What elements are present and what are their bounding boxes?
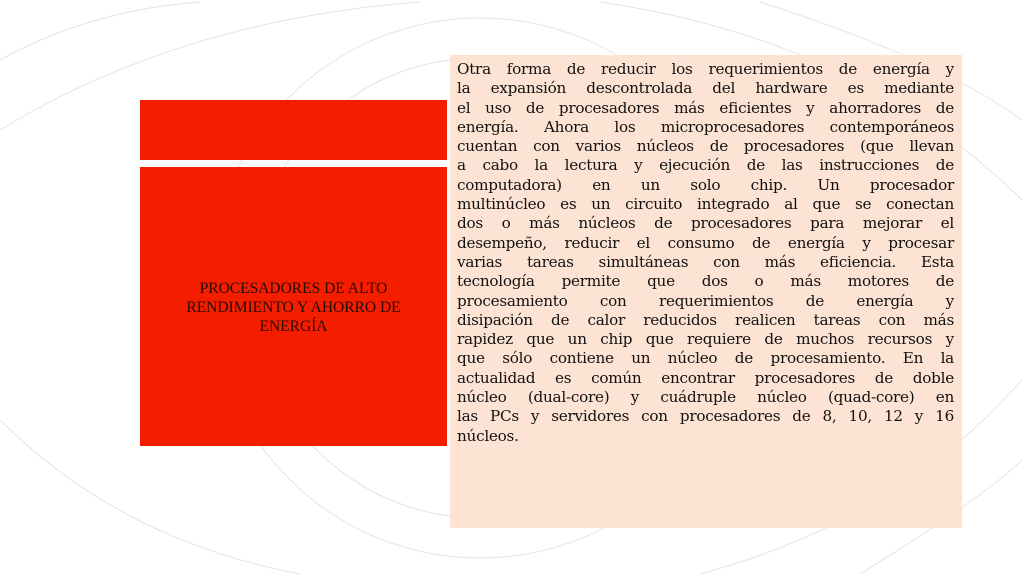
- body-text-line: disipación de calor reducidos realicen tareas con más: [457, 310, 954, 329]
- body-text-line: dos o más núcleos de procesadores para mejorar el: [457, 214, 954, 233]
- body-text-line: cuentan con varios núcleos de procesadores (que llevan: [457, 137, 954, 156]
- body-text-line: desempeño, reducir el consumo de energía y procesar: [457, 233, 954, 252]
- body-text-line: Otra forma de reducir los requerimientos de energía y: [457, 60, 954, 78]
- accent-bar: [140, 100, 447, 160]
- body-text-line: a cabo la lectura y ejecución de las instrucciones de: [457, 156, 954, 175]
- body-text-line: multinúcleo es un circuito integrado al que se conectan: [457, 195, 954, 214]
- body-text: [457, 60, 954, 446]
- body-text-line: el uso de procesadores más eficientes y ahorradores de: [457, 98, 954, 117]
- body-text-line: tecnología permite que dos o más motores de: [457, 272, 954, 291]
- body-text-line: núcleos.: [457, 426, 519, 445]
- slide-title: PROCESADORES DE ALTO RENDIMIENTO Y AHORRO DE ENERGÍA: [186, 280, 401, 335]
- body-text-line: la expansión descontrolada del hardware es mediante: [457, 79, 954, 98]
- body-text-line: que sólo contiene un núcleo de procesamiento. En la: [457, 349, 954, 368]
- body-text-box: [450, 55, 962, 528]
- body-text-line: las PCs y servidores con procesadores de 8, 10, 12 y 16: [457, 407, 954, 426]
- body-text-line: varias tareas simultáneas con más eficiencia. Esta: [457, 252, 954, 271]
- body-text-line: energía. Ahora los microprocesadores contemporáneos: [457, 117, 954, 136]
- body-text-line: procesamiento con requerimientos de energía y: [457, 291, 954, 310]
- body-text-line: rapidez que un chip que requiere de muchos recursos y: [457, 330, 954, 349]
- body-text-line: núcleo (dual-core) y cuádruple núcleo (quad-core) en: [457, 388, 954, 407]
- body-text-line: actualidad es común encontrar procesadores de doble: [457, 368, 954, 387]
- body-text-line: computadora) en un solo chip. Un procesador: [457, 175, 954, 194]
- title-box: [140, 167, 447, 446]
